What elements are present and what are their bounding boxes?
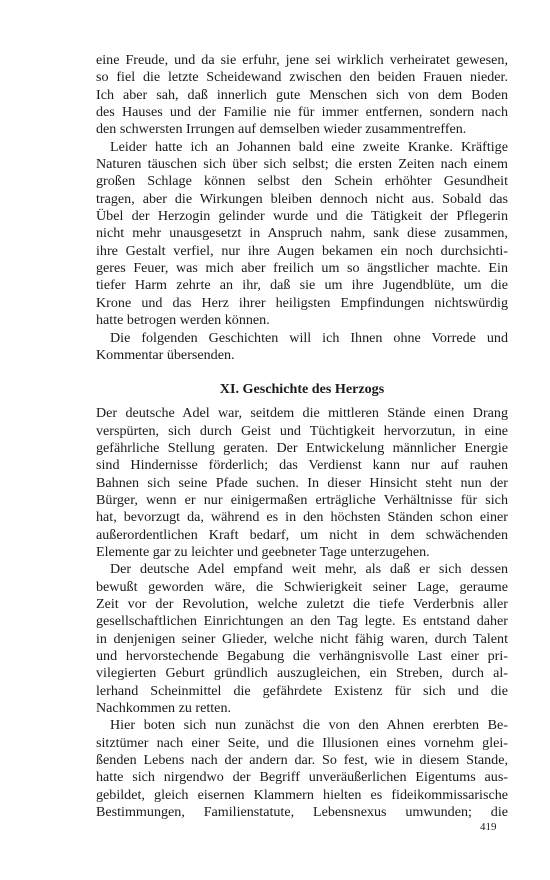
text-line: vilegierten Geburt gründlich auszugleichen, ein Streben, durch al-: [96, 665, 508, 682]
text-line: lerhand Scheinmittel die gefährdete Existenz für sich und die: [96, 682, 508, 699]
text-line: sind Hindernisse förderlich; das Verdienst kann nur auf rauhen: [96, 457, 508, 474]
text-line: des Hauses und der Familie nie für immer entfernen, sondern nach: [96, 104, 508, 121]
text-line: Nachkommen zu retten.: [96, 700, 232, 717]
chapter-text: [96, 405, 508, 821]
text-line: hatte sich nirgendwo der Begriff unveräußerlichen Eigentums aus-: [96, 769, 508, 786]
text-line: Der deutsche Adel war, seitdem die mittleren Stände einen Drang: [96, 405, 508, 422]
text-line: in denjenigen seiner Glieder, welche nicht fähig waren, durch Talent: [96, 630, 508, 647]
text-line: Krone und das Herz ihrer heiligsten Empfindungen nichtswürdig: [96, 294, 508, 311]
text-line: Leider hatte ich an Johannen bald eine zweite Kranke. Kräftige: [110, 138, 508, 155]
text-line: und hervorstechende Begabung die verhängnisvolle Last einer pri-: [96, 648, 508, 664]
text-line: Übel der Herzogin gelinder wurde und die Tätigkeit der Pflegerin: [96, 208, 508, 225]
text-line: hat, bevorzugt da, während es in den höchsten Ständen schon einer: [96, 509, 508, 526]
text-line: Bestimmungen, Familienstatute, Lebensnexus umwunden; die: [96, 804, 508, 821]
text-line: verspürten, sich durch Geist und Tüchtigkeit hervorzutun, in eine: [96, 422, 508, 439]
text-line: hatte betrogen werden können.: [96, 312, 270, 329]
text-line: gesellschaftlichen Einrichtungen an den Tag legte. Es entstand daher: [96, 613, 508, 630]
page-number: 419: [480, 821, 497, 833]
text-line: Bahnen sich seine Pfade suchen. In dieser Hinsicht steht nun der: [96, 474, 508, 491]
text-line: nicht mehr unausgesetzt in Anspruch nahm, sank diese zusammen,: [96, 225, 508, 242]
paragraph: [96, 330, 508, 365]
chapter-heading: XI. Geschichte des Herzogs: [219, 381, 385, 398]
text-line: tragen, aber die Wirkungen bleiben dennoch nicht aus. Sobald das: [96, 190, 508, 207]
text-line: eine Freude, und da sie erfuhr, jene sei wirklich verheiratet gewesen,: [96, 52, 508, 68]
top-text: [96, 52, 508, 364]
text-line: Hier boten sich nun zunächst die von den Ahnen ererbten Be-: [110, 717, 508, 734]
text-line: gebildet, gleich eisernen Klammern hielten es fideikommissarische: [96, 786, 508, 803]
text-line: Bürger, wenn er nur einigermaßen erträgliche Verhältnisse für sich: [96, 491, 508, 508]
text-line: Kommentar übersenden.: [96, 346, 235, 363]
text-line: Naturen täuschen sich über sich selbst; die ersten Zeiten nach einem: [96, 156, 508, 173]
text-line: großen Schlage können selbst den Schein erhöhter Gesundheit: [96, 173, 508, 190]
text-line: Elemente gar zu leichter und geebneter Tage unterzugehen.: [96, 543, 430, 560]
text-line: Der deutsche Adel empfand weit mehr, als daß er sich dessen: [110, 561, 508, 578]
text-line: sitztümer nach einer Seite, und die Illusionen eines vornehm glei-: [96, 734, 508, 751]
text-line: außerordentlichen Kraft bedarf, um nicht in dem schwächenden: [96, 526, 508, 543]
book-page: [96, 52, 508, 821]
text-line: den schwersten Irrungen auf demselben wieder zusammentreffen.: [96, 121, 467, 138]
text-line: bewußt geworden wäre, die Schwierigkeit seiner Lage, geraume: [96, 578, 508, 595]
text-line: ßenden Lebens nach der andern dar. So fest, wie in diesem Stande,: [96, 752, 508, 769]
paragraph: [96, 405, 508, 561]
text-line: ihre Gestalt verfiel, nur ihre Augen bekamen ein noch durchsichti-: [96, 242, 508, 259]
paragraph: [96, 561, 508, 717]
paragraph: [96, 139, 508, 330]
paragraph: [96, 52, 508, 139]
text-line: geres Feuer, was mich aber freilich um so ängstlicher machte. Ein: [96, 260, 508, 277]
text-line: so fiel die letzte Scheidewand zwischen den beiden Frauen nieder.: [96, 69, 508, 86]
text-line: Zeit vor der Revolution, welche zuletzt die tiefe Verderbnis aller: [96, 595, 508, 612]
text-line: tiefer Harm zehrte an ihr, daß sie um ihre Jugendblüte, um die: [96, 277, 508, 294]
paragraph: [96, 717, 508, 821]
text-line: gefährliche Stellung geraten. Der Entwickelung männlicher Energie: [96, 439, 508, 456]
text-line: Ich aber sah, daß innerlich gute Menschen sich von dem Boden: [96, 86, 508, 103]
text-line: Die folgenden Geschichten will ich Ihnen ohne Vorrede und: [110, 329, 508, 346]
